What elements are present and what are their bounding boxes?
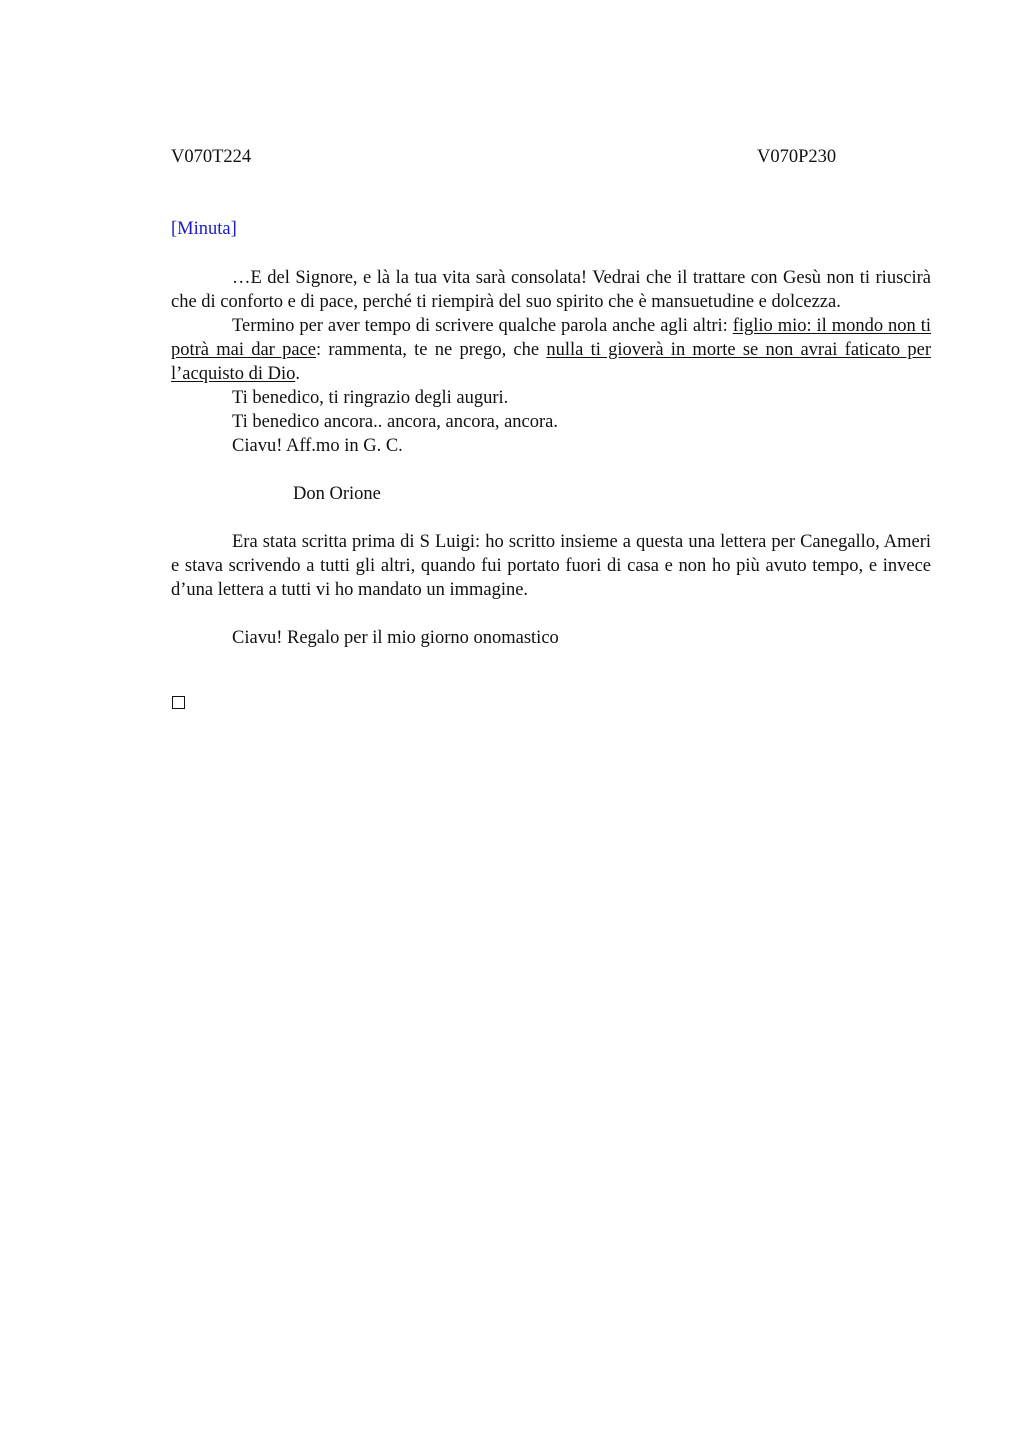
paragraph-1: …E del Signore, e là la tua vita sarà consolata! Vedrai che il trattare con Gesù non ti riuscirà che di conforto e di pace, perché ti riempirà del suo spirito che è mansuetudine e dolcezza. — [171, 268, 931, 312]
underlined-phrase-1: figlio mio: il mondo non ti potrà mai dar pace — [171, 316, 931, 360]
minuta-label: [Minuta] — [171, 219, 237, 239]
document-code-right: V070P230 — [757, 147, 837, 167]
blessing-line-2: Ti benedico ancora.. ancora, ancora, ancora. — [232, 412, 558, 432]
paragraph-2-text-c: . — [295, 364, 300, 384]
document-code-left: V070T224 — [171, 147, 252, 167]
closing-line: Ciavu! Aff.mo in G. C. — [232, 436, 403, 456]
signature: Don Orione — [293, 484, 381, 504]
paragraph-2-text-a: Termino per aver tempo di scrivere qualche parola anche agli altri: — [232, 316, 733, 336]
paragraph-4: Ciavu! Regalo per il mio giorno onomastico — [232, 628, 559, 648]
paragraph-2 — [171, 314, 931, 386]
blessing-line-1: Ti benedico, ti ringrazio degli auguri. — [232, 388, 509, 408]
paragraph-2-text-b: : rammenta, te ne prego, che — [315, 340, 547, 360]
paragraph-3: Era stata scritta prima di S Luigi: ho scritto insieme a questa una lettera per Canegallo, Ameri e stava scrivendo a tutti gli altri, quando fui portato fuori di casa e non ho più avuto tempo, e invece d’una lettera a tutti vi ho mandato un immagine. — [171, 532, 931, 600]
letter-body — [171, 266, 931, 650]
underlined-phrase-2: nulla ti gioverà in morte se non avrai faticato per l’acquisto di Dio — [171, 340, 931, 384]
checkbox-square-icon — [172, 696, 185, 709]
